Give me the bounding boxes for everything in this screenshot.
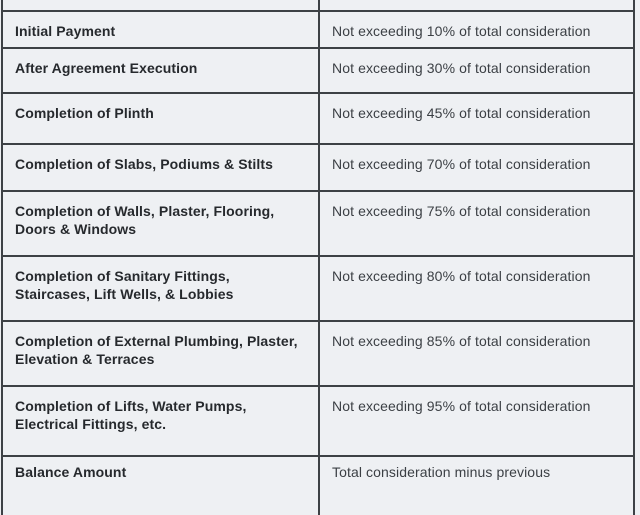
payment-schedule-table bbox=[1, 0, 635, 515]
table-row bbox=[3, 0, 633, 10]
stage-cell: Completion of Walls, Plaster, Flooring, Doors & Windows bbox=[3, 192, 320, 255]
payment-cell bbox=[320, 0, 633, 10]
stage-cell: Completion of Plinth bbox=[3, 94, 320, 143]
payment-cell: Not exceeding 30% of total consideration bbox=[332, 60, 591, 76]
table-row bbox=[3, 92, 633, 143]
table-row bbox=[3, 455, 633, 515]
stage-cell bbox=[3, 0, 320, 10]
payment-cell: Total consideration minus previous bbox=[332, 464, 551, 480]
payment-cell: Not exceeding 45% of total consideration bbox=[332, 105, 591, 121]
table-row bbox=[3, 320, 633, 385]
stage-cell: Initial Payment bbox=[3, 12, 320, 47]
stage-cell: Completion of Slabs, Podiums & Stilts bbox=[3, 145, 320, 190]
payment-cell: Not exceeding 70% of total consideration bbox=[332, 156, 591, 172]
table-row bbox=[3, 255, 633, 320]
table-row bbox=[3, 190, 633, 255]
table-row bbox=[3, 47, 633, 92]
payment-cell: Not exceeding 80% of total consideration bbox=[332, 268, 591, 284]
stage-cell: Balance Amount bbox=[3, 457, 320, 515]
stage-cell: Completion of Sanitary Fittings, Staircases, Lift Wells, & Lobbies bbox=[3, 257, 320, 320]
table-row bbox=[3, 385, 633, 455]
payment-cell: Not exceeding 75% of total consideration bbox=[332, 203, 591, 219]
stage-cell: After Agreement Execution bbox=[3, 49, 320, 92]
stage-cell: Completion of Lifts, Water Pumps, Electrical Fittings, etc. bbox=[3, 387, 320, 455]
payment-cell: Not exceeding 85% of total consideration bbox=[332, 333, 591, 349]
stage-cell: Completion of External Plumbing, Plaster, Elevation & Terraces bbox=[3, 322, 320, 385]
payment-cell: Not exceeding 10% of total consideration bbox=[332, 23, 591, 39]
table-row bbox=[3, 10, 633, 47]
payment-cell: Not exceeding 95% of total consideration bbox=[332, 398, 591, 414]
table-row bbox=[3, 143, 633, 190]
